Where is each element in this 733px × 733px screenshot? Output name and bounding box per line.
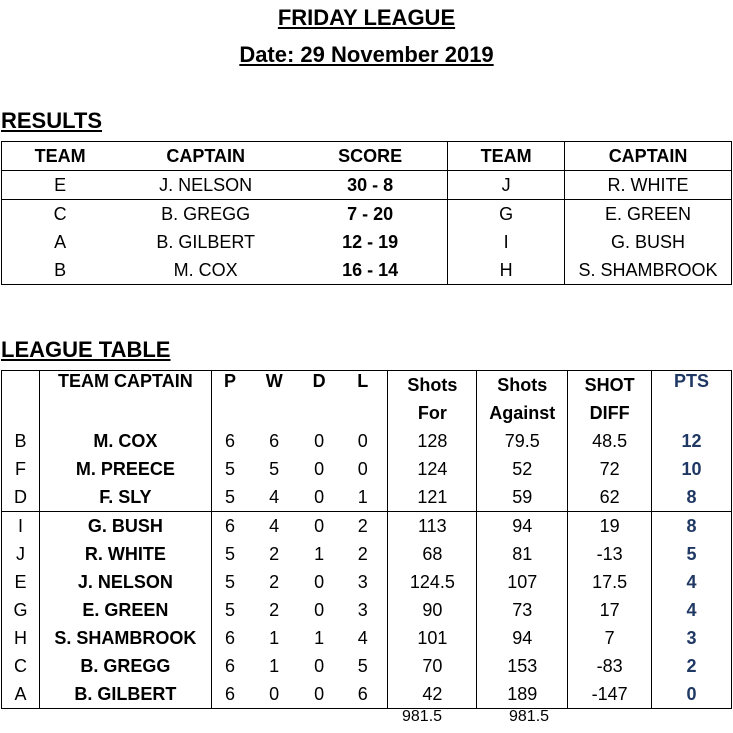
league-table-heading: LEAGUE TABLE [1, 337, 171, 362]
league-shots-against: 107 [477, 568, 568, 596]
league-row [2, 680, 732, 709]
league-team: G [13, 599, 28, 620]
total-shots-against: 981.5 [509, 708, 550, 725]
league-captain: M. PREECE [39, 455, 211, 483]
league-header-drawn: D [312, 371, 326, 391]
league-shot-diff: 72 [568, 455, 652, 483]
league-header-won: W [265, 371, 283, 391]
league-drawn: 0 [314, 430, 325, 451]
results-row [2, 171, 732, 200]
results-team: H [448, 256, 565, 285]
results-team: E [2, 171, 119, 200]
league-shot-diff: -83 [568, 652, 652, 680]
league-captain: B. GILBERT [39, 680, 211, 709]
results-score: 12 - 19 [342, 231, 399, 252]
league-team: B [14, 430, 27, 451]
league-team: H [13, 627, 27, 648]
results-heading: RESULTS [1, 108, 103, 133]
league-points: 8 [652, 512, 732, 541]
league-row [2, 624, 732, 652]
league-team: C [13, 655, 27, 676]
league-lost: 3 [357, 599, 368, 620]
league-header-captain: TEAM CAPTAIN [39, 371, 211, 428]
results-header-captain: CAPTAIN [118, 142, 293, 171]
league-points: 0 [652, 680, 732, 709]
results-captain: J. NELSON [118, 171, 293, 200]
league-header-points: PTS [652, 371, 732, 428]
league-header-shots-for [388, 371, 477, 428]
league-played: 6 [225, 655, 236, 676]
league-drawn: 0 [314, 458, 325, 479]
league-played: 5 [211, 483, 248, 512]
league-row [2, 596, 732, 624]
results-team: C [53, 203, 67, 224]
league-row [2, 568, 732, 596]
results-team: B [54, 259, 67, 280]
league-shots-against: 189 [477, 680, 568, 709]
league-captain: S. SHAMBROOK [39, 624, 211, 652]
results-captain: E. GREEN [565, 200, 732, 229]
league-shot-diff: 17 [568, 596, 652, 624]
league-header-team [2, 371, 40, 428]
results-header-row [2, 142, 732, 171]
league-points: 2 [652, 652, 732, 680]
league-shots-against: 59 [477, 483, 568, 512]
total-shots-for: 981.5 [402, 708, 443, 725]
league-won: 0 [269, 683, 280, 704]
league-shots-for: 68 [388, 540, 477, 568]
league-shots-against: 94 [477, 624, 568, 652]
results-row [2, 200, 732, 229]
results-captain: G. BUSH [565, 228, 732, 256]
shots-against-line2: Against [489, 403, 556, 423]
league-points: 3 [652, 624, 732, 652]
results-team: I [448, 228, 565, 256]
results-team: G [448, 200, 565, 229]
results-table [1, 141, 732, 285]
league-shots-for: 101 [388, 624, 477, 652]
league-points: 5 [652, 540, 732, 568]
league-team: E [14, 571, 27, 592]
league-team: F [14, 458, 26, 479]
league-row [2, 483, 732, 512]
results-score: 30 - 8 [293, 171, 448, 200]
league-shot-diff: 17.5 [568, 568, 652, 596]
results-row [2, 256, 732, 285]
league-row [2, 540, 732, 568]
league-won: 5 [269, 458, 280, 479]
league-played: 5 [225, 458, 236, 479]
results-captain: B. GREGG [161, 203, 251, 224]
shots-for-line1: Shots [407, 375, 458, 395]
league-row [2, 427, 732, 455]
shots-against-line1: Shots [497, 375, 548, 395]
league-header-row [2, 371, 732, 428]
league-shots-for: 42 [388, 680, 477, 709]
league-lost: 0 [357, 430, 368, 451]
league-drawn: 0 [300, 483, 338, 512]
league-drawn: 0 [314, 683, 325, 704]
league-header-played: P [224, 371, 237, 391]
league-points: 4 [652, 596, 732, 624]
results-score: 7 - 20 [347, 203, 394, 224]
league-row [2, 652, 732, 680]
league-shots-for: 90 [388, 596, 477, 624]
league-captain: R. WHITE [39, 540, 211, 568]
league-points: 10 [652, 455, 732, 483]
results-header-team: TEAM [2, 142, 119, 171]
league-drawn: 1 [314, 543, 325, 564]
league-shots-against: 81 [477, 540, 568, 568]
league-lost: 1 [338, 483, 388, 512]
results-captain: B. GILBERT [156, 231, 256, 252]
league-won: 6 [269, 430, 280, 451]
shot-diff-line2: DIFF [589, 403, 630, 423]
league-lost: 2 [357, 543, 368, 564]
results-captain: M. COX [173, 259, 238, 280]
results-row [2, 228, 732, 256]
league-shots-for: 121 [388, 483, 477, 512]
league-shot-diff: 48.5 [568, 427, 652, 455]
league-lost: 3 [357, 571, 368, 592]
league-header-shot-diff [568, 371, 652, 428]
league-team: J [15, 543, 25, 564]
shots-for-line2: For [417, 403, 447, 423]
page-title: FRIDAY LEAGUE [277, 5, 456, 30]
league-shots-for: 124 [388, 455, 477, 483]
league-table [1, 370, 732, 709]
league-played: 5 [225, 543, 236, 564]
league-header-lost: L [357, 371, 369, 391]
league-captain: J. NELSON [39, 568, 211, 596]
league-played: 5 [225, 571, 236, 592]
league-played: 6 [225, 430, 236, 451]
league-shot-diff: -13 [568, 540, 652, 568]
league-drawn: 1 [314, 627, 325, 648]
league-shots-against: 73 [477, 596, 568, 624]
results-score: 16 - 14 [342, 259, 399, 280]
league-points: 12 [652, 427, 732, 455]
league-points: 8 [652, 483, 732, 512]
league-team: A [14, 683, 27, 704]
league-played: 6 [225, 627, 236, 648]
league-drawn: 0 [314, 571, 325, 592]
league-points: 4 [652, 568, 732, 596]
results-team: A [54, 231, 67, 252]
league-won: 4 [269, 515, 280, 536]
league-shots-against: 94 [477, 512, 568, 541]
league-won: 1 [269, 627, 280, 648]
page-date: Date: 29 November 2019 [239, 42, 494, 67]
league-won: 4 [248, 483, 300, 512]
league-shots-for: 124.5 [388, 568, 477, 596]
league-row [2, 512, 732, 541]
results-header-captain: CAPTAIN [565, 142, 732, 171]
league-played: 6 [225, 683, 236, 704]
results-header-team: TEAM [448, 142, 565, 171]
league-played: 6 [225, 515, 236, 536]
league-captain: E. GREEN [39, 596, 211, 624]
league-shots-against: 79.5 [477, 427, 568, 455]
league-shot-diff: 7 [568, 624, 652, 652]
league-team: I [17, 515, 23, 536]
league-won: 2 [269, 571, 280, 592]
league-shots-for: 70 [388, 652, 477, 680]
league-shots-for: 113 [388, 512, 477, 541]
league-shots-for: 128 [388, 427, 477, 455]
league-drawn: 0 [314, 599, 325, 620]
results-team: J [448, 171, 565, 200]
shot-diff-line1: SHOT [584, 375, 635, 395]
league-team: D [2, 483, 40, 512]
league-captain: M. COX [39, 427, 211, 455]
league-shots-against: 153 [477, 652, 568, 680]
league-captain: F. SLY [39, 483, 211, 512]
league-row [2, 455, 732, 483]
results-captain: S. SHAMBROOK [565, 256, 732, 285]
league-won: 2 [269, 599, 280, 620]
league-won: 2 [269, 543, 280, 564]
league-lost: 2 [357, 515, 368, 536]
league-shot-diff: 19 [568, 512, 652, 541]
league-header-shots-against [477, 371, 568, 428]
league-captain: G. BUSH [39, 512, 211, 541]
league-drawn: 0 [314, 655, 325, 676]
league-shot-diff: -147 [568, 680, 652, 709]
league-shots-against: 52 [477, 455, 568, 483]
league-lost: 4 [357, 627, 368, 648]
league-captain: B. GREGG [39, 652, 211, 680]
league-lost: 0 [357, 458, 368, 479]
league-lost: 5 [357, 655, 368, 676]
results-header-score: SCORE [293, 142, 448, 171]
results-captain: R. WHITE [565, 171, 732, 200]
league-lost: 6 [357, 683, 368, 704]
league-shot-diff: 62 [568, 483, 652, 512]
league-played: 5 [225, 599, 236, 620]
league-won: 1 [269, 655, 280, 676]
league-drawn: 0 [314, 515, 325, 536]
